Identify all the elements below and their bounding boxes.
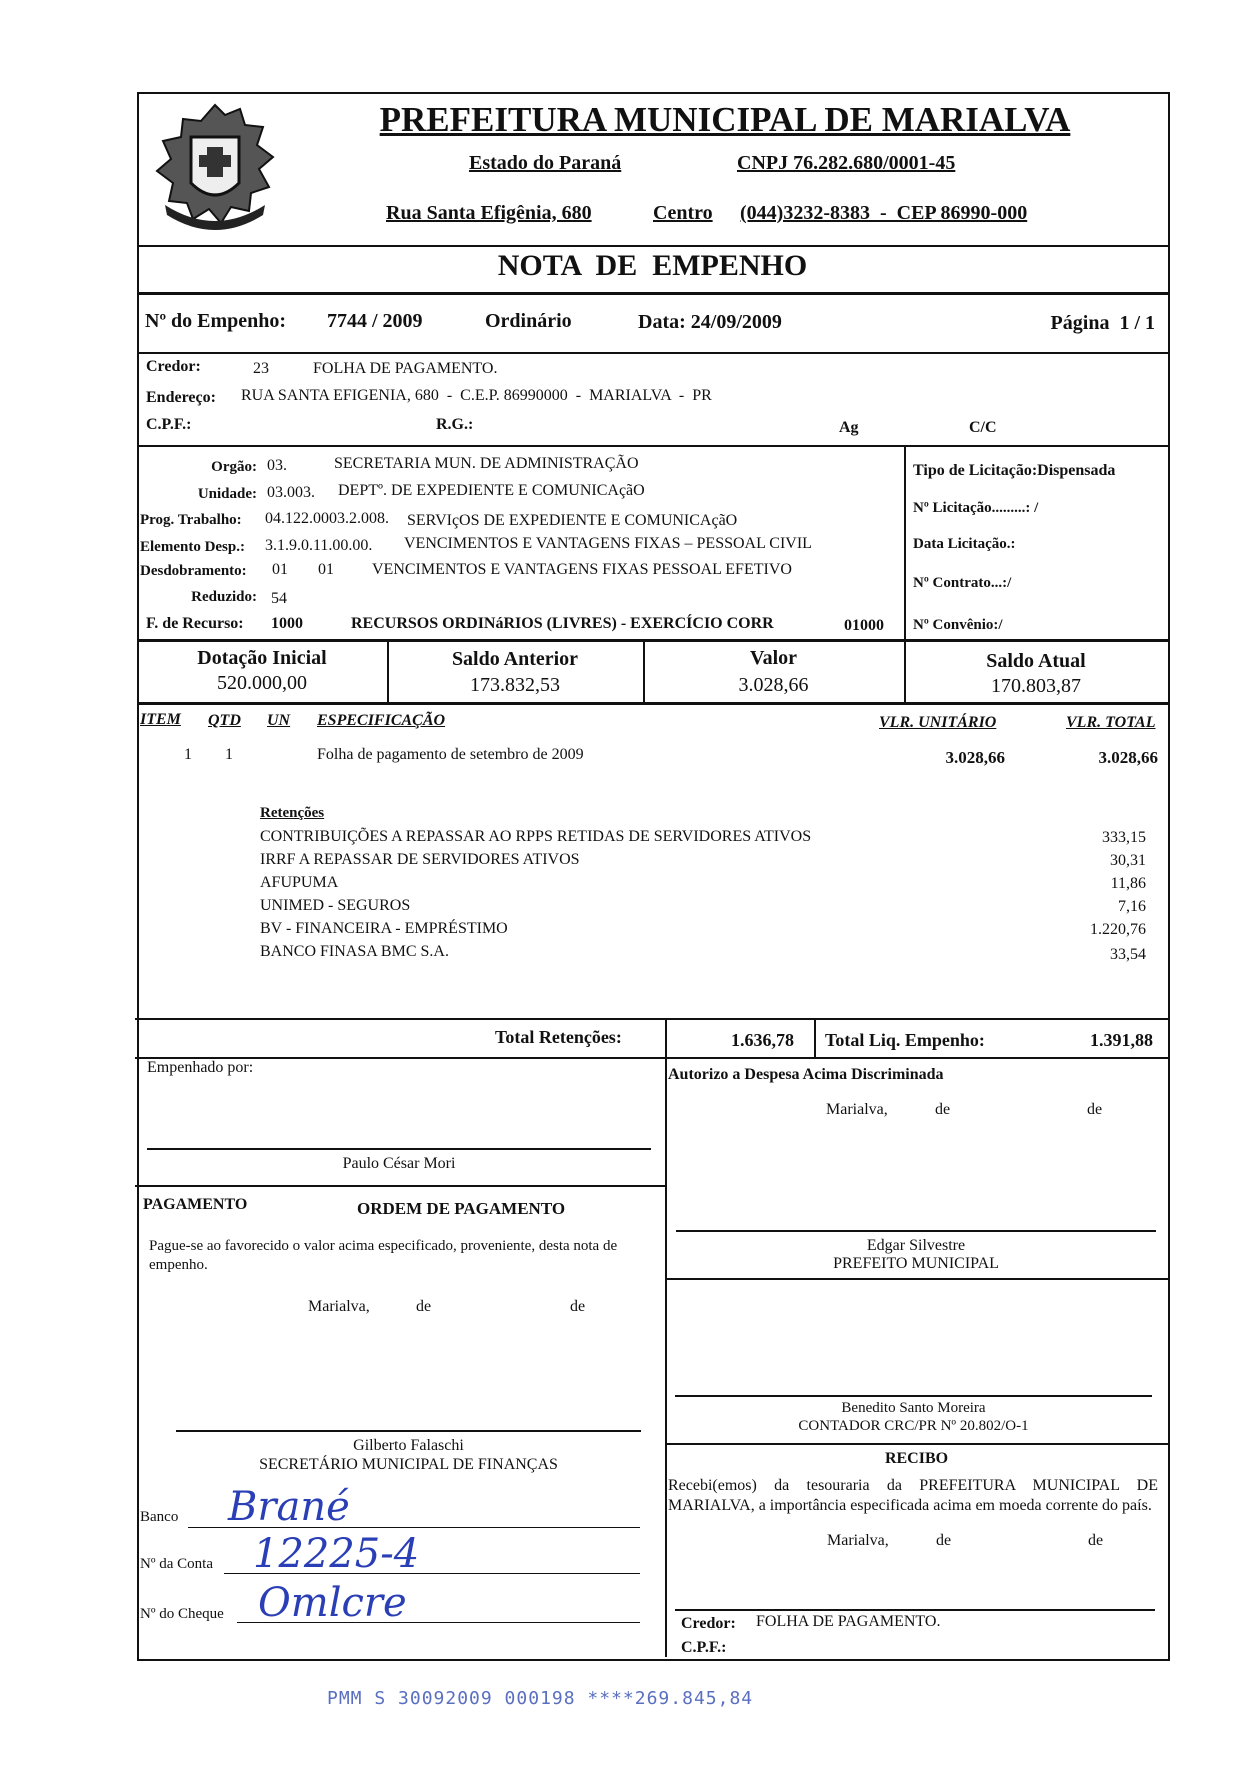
retencao-desc: AFUPUMA [260,874,339,891]
empenhado-label: Empenhado por: [147,1059,254,1076]
credor-code: 23 [253,360,269,377]
divider [135,1057,1168,1059]
item-espec: Folha de pagamento de setembro de 2009 [317,746,584,763]
retencao-value: 333,15 [1102,829,1146,846]
prefeito-name: Edgar Silvestre [866,1237,966,1254]
retencao-value: 7,16 [1118,898,1146,915]
conta-label: Nº da Conta [140,1556,213,1572]
licitacao-data: Data Licitação.: [913,536,1016,552]
elemento-label: Elemento Desp.: [140,539,245,555]
retencao-desc: CONTRIBUIÇÕES A REPASSAR AO RPPS RETIDAS DE SERVIDORES ATIVOS [260,828,812,845]
valor-label: Valor [749,647,798,669]
divider [665,1278,1168,1280]
col-espec: ESPECIFICAÇÃO [317,712,446,729]
pagamento-de1: de [416,1298,432,1315]
atual-value: 170.803,87 [991,675,1081,697]
header-title: PREFEITURA MUNICIPAL DE MARIALVA [379,100,1071,139]
atual-label: Saldo Atual [986,650,1086,672]
licitacao-contrato: Nº Contrato...:/ [913,575,1012,591]
licitacao-tipo: Tipo de Licitação:Dispensada [913,462,1116,479]
autorizo-label: Autorizo a Despesa Acima Discriminada [668,1066,944,1083]
orgao-desc: SECRETARIA MUN. DE ADMINISTRAÇÃO [334,455,639,472]
recibo-place: Marialva, [827,1532,889,1549]
licitacao-convenio: Nº Convênio:/ [913,617,1003,633]
anterior-value: 173.832,53 [470,674,560,696]
ag-label: Ag [839,419,859,436]
divider [137,292,1168,295]
col-un: UN [267,712,291,729]
empenho-type: Ordinário [485,310,572,332]
pagamento-label: PAGAMENTO [143,1196,248,1213]
desdobramento-code1: 01 [272,561,288,578]
empenho-date: Data: 24/09/2009 [638,311,782,333]
orgao-code: 03. [267,457,287,474]
pagamento-place: Marialva, [308,1298,370,1315]
signature-line [147,1148,651,1150]
item-unit-value: 3.028,66 [945,748,1005,767]
recurso-code2: 01000 [844,617,884,634]
header-phone-cep: (044)3232-8383 - CEP 86990-000 [740,202,1028,224]
print-stamp: PMM S 30092009 000198 ****269.845,84 [327,1688,754,1709]
document-title: NOTA DE EMPENHO [497,249,808,282]
divider [137,445,1168,447]
empenhado-name: Paulo César Mori [342,1155,456,1172]
reduzido-value: 54 [271,590,287,607]
credor-name: FOLHA DE PAGAMENTO. [313,360,498,377]
reduzido-label: Reduzido: [191,589,257,605]
item-total-value: 3.028,66 [1098,748,1158,767]
valor-value: 3.028,66 [738,674,809,696]
divider [904,445,906,639]
dotacao-value: 520.000,00 [217,672,307,694]
prog-label: Prog. Trabalho: [140,512,242,528]
divider [665,1443,1168,1445]
pagamento-de2: de [570,1298,586,1315]
total-liquido-label: Total Liq. Empenho: [825,1030,985,1050]
total-liquido-value: 1.391,88 [1090,1030,1153,1050]
empenho-label: Nº do Empenho: [145,310,287,332]
unidade-label: Unidade: [197,486,257,502]
divider [137,245,1168,247]
col-total: VLR. TOTAL [1066,714,1156,731]
header-state: Estado do Paraná [469,152,622,174]
conta-handwritten: 12225-4 [253,1531,420,1577]
retencao-desc: IRRF A REPASSAR DE SERVIDORES ATIVOS [260,851,580,868]
divider [135,1185,666,1187]
retencao-desc: BANCO FINASA BMC S.A. [260,943,449,960]
retencao-value: 1.220,76 [1090,921,1146,938]
col-item: ITEM [140,711,181,728]
header-district: Centro [653,202,713,224]
retencoes-title: Retenções [260,805,325,821]
col-unit: VLR. UNITÁRIO [879,714,997,731]
recibo-text: Recebi(emos) da tesouraria da PREFEITURA MUNICIPAL DE MARIALVA, a importância especificada acima em moeda corrente do país. [668,1477,1158,1514]
pagamento-text: Pague-se ao favorecido o valor acima especificado, proveniente, desta nota de empenho. [149,1238,618,1273]
endereco-label: Endereço: [146,389,216,406]
page-number: Página 1 / 1 [1050,312,1155,334]
recurso-code: 1000 [271,615,303,632]
retencao-desc: UNIMED - SEGUROS [260,897,411,914]
divider [814,1018,816,1058]
total-retencoes-label: Total Retenções: [495,1027,622,1047]
total-retencoes-value: 1.636,78 [731,1030,794,1050]
autorizo-place: Marialva, [826,1101,888,1118]
cheque-label: Nº do Cheque [140,1606,224,1622]
signature-line [675,1609,1155,1611]
desdobramento-label: Desdobramento: [140,563,247,579]
autorizo-de1: de [935,1101,951,1118]
orgao-label: Orgão: [211,459,257,475]
header-address: Rua Santa Efigênia, 680 [386,202,592,224]
empenho-number: 7744 / 2009 [327,310,423,332]
recibo-credor-label: Credor: [681,1615,736,1632]
licitacao-numero: Nº Licitação.........: / [913,500,1039,516]
ordem-pagamento: ORDEM DE PAGAMENTO [357,1199,566,1218]
cheque-handwritten: Omlcre [258,1580,407,1626]
endereco-value: RUA SANTA EFIGENIA, 680 - C.E.P. 86990000 - MARIALVA - PR [241,387,712,404]
signature-line [675,1395,1152,1397]
recibo-de2: de [1088,1532,1104,1549]
crest-icon [145,97,285,242]
divider [135,1018,1168,1020]
unidade-code: 03.003. [267,484,315,501]
desdobramento-desc: VENCIMENTOS E VANTAGENS FIXAS PESSOAL EFETIVO [372,561,792,578]
recibo-cpf-label: C.P.F.: [681,1639,727,1656]
retencao-desc: BV - FINANCEIRA - EMPRÉSTIMO [260,920,508,937]
prog-code: 04.122.0003.2.008. [265,510,389,527]
retencao-value: 30,31 [1110,852,1146,869]
elemento-desc: VENCIMENTOS E VANTAGENS FIXAS – PESSOAL CIVIL [404,535,812,552]
divider [665,1018,667,1058]
recurso-desc: RECURSOS ORDINáRIOS (LIVRES) - EXERCÍCIO CORR [351,615,774,632]
recurso-label: F. de Recurso: [146,615,244,632]
cpf-label: C.P.F.: [146,416,192,433]
rg-label: R.G.: [436,416,474,433]
retencao-value: 11,86 [1110,875,1146,892]
secretario-name: Gilberto Falaschi [353,1437,464,1454]
secretario-role: SECRETÁRIO MUNICIPAL DE FINANÇAS [259,1456,558,1473]
recibo-title: RECIBO [884,1450,949,1467]
autorizo-de2: de [1087,1101,1103,1118]
credor-label: Credor: [146,358,201,375]
banco-label: Banco [140,1509,179,1525]
col-qtd: QTD [208,712,241,729]
retencao-value: 33,54 [1110,946,1146,963]
item-number: 1 [184,746,192,763]
contador-name: Benedito Santo Moreira [841,1400,986,1416]
signature-line [176,1430,641,1432]
recibo-de1: de [936,1532,952,1549]
anterior-label: Saldo Anterior [451,648,579,670]
prefeito-role: PREFEITO MUNICIPAL [833,1255,999,1272]
item-qtd: 1 [225,746,233,763]
divider [137,352,1168,354]
prog-desc: SERVIçOS DE EXPEDIENTE E COMUNICAçãO [407,512,738,529]
contador-role: CONTADOR CRC/PR Nº 20.802/O-1 [798,1418,1029,1434]
recibo-credor-value: FOLHA DE PAGAMENTO. [756,1613,941,1630]
signature-line [676,1230,1156,1232]
divider [137,639,1168,642]
divider [137,702,1168,705]
unidade-desc: DEPTº. DE EXPEDIENTE E COMUNICAçãO [338,482,645,499]
desdobramento-code2: 01 [318,561,334,578]
cc-label: C/C [969,419,997,436]
banco-handwritten: Brané [228,1484,350,1530]
dotacao-label: Dotação Inicial [197,647,327,669]
header-cnpj: CNPJ 76.282.680/0001-45 [737,152,956,174]
elemento-code: 3.1.9.0.11.00.00. [265,537,373,554]
divider [665,1057,667,1657]
